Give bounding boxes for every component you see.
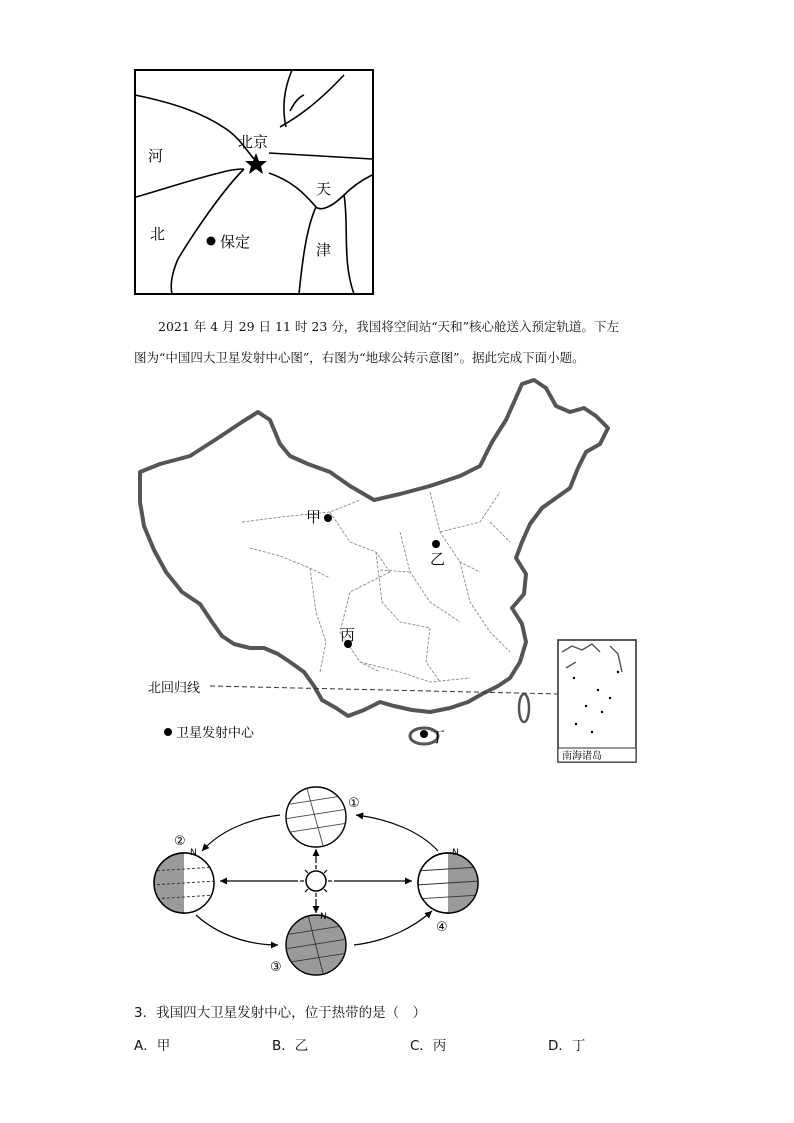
tropic-line [210, 686, 560, 694]
china-launch-centers-map [130, 372, 640, 764]
site-jia-dot-icon [324, 514, 332, 522]
label-beijing: 北京 [238, 133, 269, 151]
option-c[interactable]: C．丙 [410, 1038, 447, 1054]
label-bing: 丙 [340, 626, 356, 644]
legend-dot-icon [164, 728, 172, 736]
south-china-sea-inset [558, 640, 636, 762]
label-legend: 卫星发射中心 [176, 726, 255, 741]
passage-line-2: 图为“中国四大卫星发射中心图”，右图为“地球公转示意图”。据此完成下面小题。 [134, 350, 585, 365]
earth-position-4 [416, 848, 480, 913]
label-jia: 甲 [306, 508, 322, 526]
province-boundaries [242, 492, 510, 682]
axis-label-3: N [320, 912, 327, 922]
sun-icon [300, 865, 332, 897]
earth-position-1 [284, 785, 348, 849]
passage-line-1: 2021 年 4 月 29 日 11 时 23 分，我国将空间站“天和”核心舱送入预定轨道。下左 [158, 319, 620, 334]
position-label-3: ③ [270, 960, 282, 975]
option-b[interactable]: B．乙 [272, 1038, 309, 1054]
earth-position-2 [152, 848, 216, 913]
position-label-4: ④ [436, 920, 448, 935]
label-ding: 丁 [430, 728, 446, 746]
axis-label-2: N [190, 848, 197, 858]
earth-position-3 [284, 912, 348, 977]
axis-label-4: N [452, 848, 459, 858]
label-inset: 南海诸岛 [562, 751, 602, 762]
baoding-dot-icon [207, 237, 216, 246]
site-yi-dot-icon [432, 540, 440, 548]
position-label-2: ② [174, 834, 186, 849]
position-label-1: ① [348, 796, 360, 811]
earth-revolution-diagram [148, 775, 488, 977]
beijing-area-map [134, 69, 374, 295]
label-bei: 北 [150, 225, 166, 243]
label-baoding: 保定 [220, 233, 251, 251]
taiwan-island [519, 694, 529, 722]
label-jin: 津 [316, 241, 332, 259]
label-yi: 乙 [430, 550, 446, 568]
option-a[interactable]: A．甲 [134, 1038, 171, 1054]
label-tropic: 北回归线 [148, 681, 201, 696]
label-tian: 天 [316, 180, 332, 198]
site-ding-dot-icon [420, 730, 428, 738]
option-d[interactable]: D．丁 [548, 1038, 586, 1054]
question-stem: 3．我国四大卫星发射中心，位于热带的是（ ） [134, 1005, 427, 1021]
label-he: 河 [148, 147, 164, 165]
